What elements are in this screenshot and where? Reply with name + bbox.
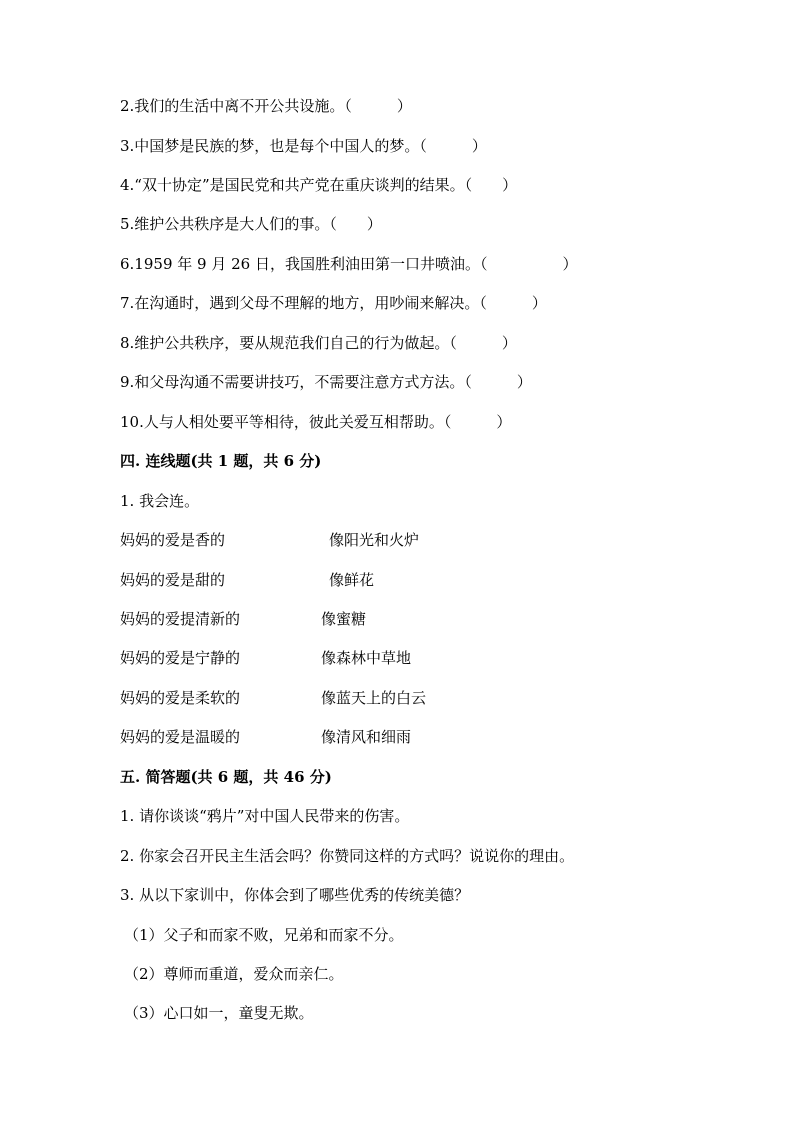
matching-right-item: 像阳光和火炉	[329, 531, 420, 549]
short-answer-question: 1. 请你谈谈“鸦片”对中国人民带来的伤害。	[120, 807, 410, 825]
matching-right-item: 像蜜糖	[321, 610, 367, 628]
matching-left-item: 妈妈的爱是甜的	[120, 571, 226, 589]
family-motto-item: （3）心口如一，童叟无欺。	[124, 1004, 314, 1022]
judgement-item: 6.1959 年 9 月 26 日，我国胜利油田第一口井喷油。（ ）	[120, 255, 578, 273]
matching-right-item: 像清风和细雨	[321, 728, 412, 746]
matching-right-item: 像蓝天上的白云	[321, 689, 427, 707]
judgement-item: 2.我们的生活中离不开公共设施。（ ）	[120, 97, 412, 115]
matching-left-item: 妈妈的爱提清新的	[120, 610, 241, 628]
family-motto-item: （1）父子和而家不败，兄弟和而家不分。	[124, 926, 404, 944]
short-answer-question: 3. 从以下家训中，你体会到了哪些优秀的传统美德？	[120, 886, 470, 904]
matching-right-item: 像鲜花	[329, 571, 375, 589]
judgement-item: 5.维护公共秩序是大人们的事。（ ）	[120, 215, 382, 233]
judgement-item: 4.“双十协定”是国民党和共产党在重庆谈判的结果。（ ）	[120, 176, 518, 194]
matching-left-item: 妈妈的爱是温暖的	[120, 728, 241, 746]
matching-left-item: 妈妈的爱是宁静的	[120, 649, 241, 667]
matching-right-item: 像森林中草地	[321, 649, 412, 667]
judgement-item: 3.中国梦是民族的梦，也是每个中国人的梦。（ ）	[120, 137, 487, 155]
section-4-title: 四. 连线题(共 1 题，共 6 分)	[120, 452, 322, 470]
judgement-item: 8.维护公共秩序，要从规范我们自己的行为做起。（ ）	[120, 334, 517, 352]
section-5-title: 五. 简答题(共 6 题，共 46 分)	[120, 768, 332, 786]
family-motto-item: （2）尊师而重道，爱众而亲仁。	[124, 965, 344, 983]
matching-question: 1. 我会连。	[120, 492, 200, 510]
matching-left-item: 妈妈的爱是柔软的	[120, 689, 241, 707]
short-answer-question: 2. 你家会召开民主生活会吗？你赞同这样的方式吗？说说你的理由。	[120, 847, 575, 865]
matching-left-item: 妈妈的爱是香的	[120, 531, 226, 549]
judgement-item: 9.和父母沟通不需要讲技巧，不需要注意方式方法。（ ）	[120, 373, 532, 391]
judgement-item: 10.人与人相处要平等相待，彼此关爱互相帮助。（ ）	[120, 413, 512, 431]
judgement-item: 7.在沟通时，遇到父母不理解的地方，用吵闹来解决。（ ）	[120, 294, 547, 312]
